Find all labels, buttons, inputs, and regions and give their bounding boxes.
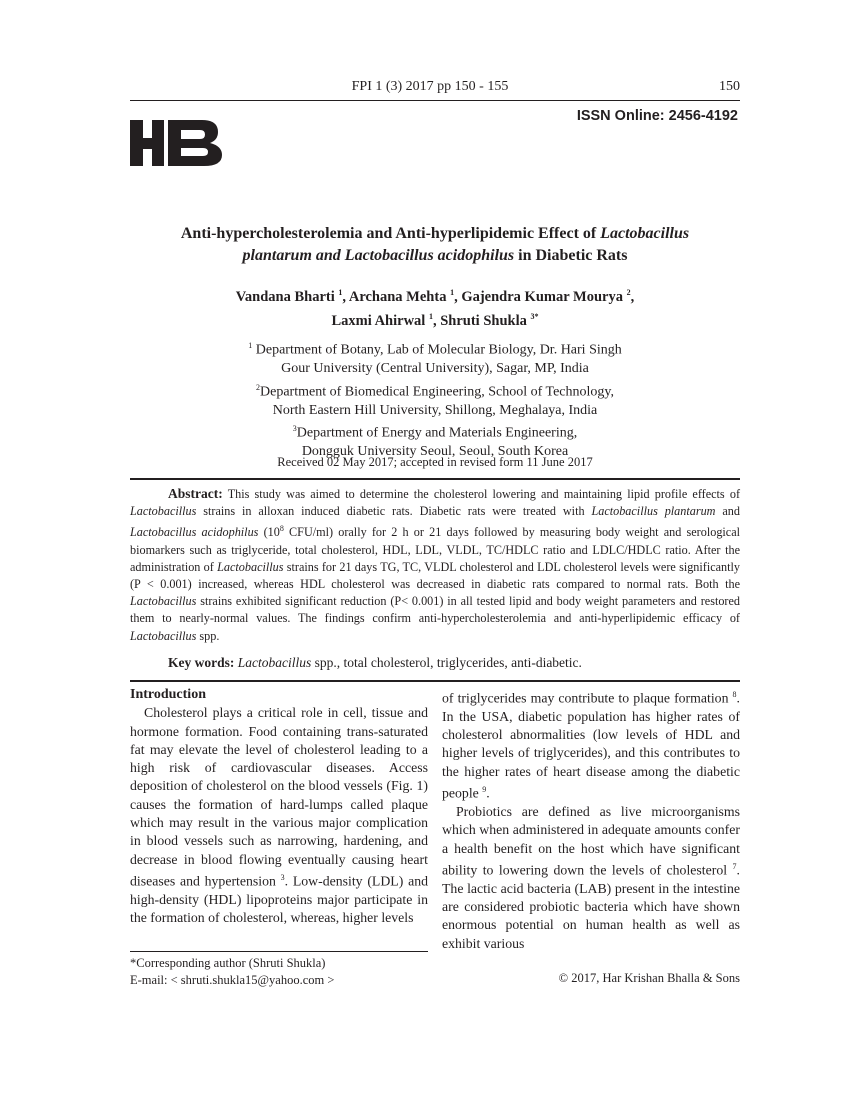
keywords-bottom-rule xyxy=(130,680,740,682)
header-divider xyxy=(130,100,740,101)
paragraph-continuation: of triglycerides may contribute to plaque formation xyxy=(442,690,733,706)
affiliation-line: $^2$Department of Biomedical Engineering, School of Technology, xyxy=(256,382,614,400)
abstract-label: Abstract: xyxy=(168,486,223,501)
footnote-divider xyxy=(130,951,428,952)
affiliation-line: $^1$ Department of Botany, Lab of Molecular Biology, Dr. Hari Singh xyxy=(248,341,622,358)
body-column-left xyxy=(130,686,428,927)
affiliations xyxy=(180,337,690,462)
author-name: Laxmi Ahirwal xyxy=(331,312,426,329)
section-heading: Introduction xyxy=(130,687,206,702)
body-paragraph: of triglycerides may contribute to plaque formation $^8$. In the USA, diabetic population has higher rates of cholesterol abnormalities (low levels of HDL and higher levels of triglycerides), and this contributes to the higher rates of heart disease among the diabetic people $^9$. xyxy=(442,690,740,801)
affiliation-line: Dongguk University Seoul, Seoul, South Korea xyxy=(301,444,569,460)
page-number: 150 xyxy=(719,79,740,94)
keywords-label: Key words: xyxy=(168,655,235,670)
received-dates: Received 02 May 2017; accepted in revised form 11 June 2017 xyxy=(277,455,593,469)
author-name: Archana Mehta xyxy=(348,288,447,305)
issn-label: ISSN Online: 2456-4192 xyxy=(576,108,738,124)
body-column-right xyxy=(442,686,740,953)
affiliation-line: $^3$Department of Energy and Materials Engineering, xyxy=(292,424,578,441)
body-paragraph: Cholesterol plays a critical role in cell, tissue and hormone formation. Food containing trans-saturated fat may elevate the level of cholesterol leading to a high risk of cardiovascular diseases. Access deposition of cholesterol on the blood vessels (Fig. 1) causes the formation of hard-lumps called plaque which may result in the various major complication in blood vessels such as narrowing, hardening, and decrease in blood flowing eventually causing heart diseases and hypertension $^3$. Low-density (LDL) and high-density (HDL) lipoproteins major participate in the formation of cholesterol, whereas, higher levels xyxy=(130,705,428,926)
abstract: Abstract: This study was aimed to determine the cholesterol lowering and maintaining lipid profile effects of Lactobacillus strains in alloxan induced diabetic rats. Diabetic rats were treated with Lactobacillus plantarum and Lactobacillus acidophilus ($10^8$ CFU/ml) orally for 2 h or 21 days followed by measuring body weight and serological biomarkers such as triglyceride, total cholesterol, HDL, LDL, VLDL, TC/HDLC ratio and LDLC/HDLC ratio. After the administration of Lactobacillus strains for 21 days TG, TC, VLDL cholesterol and LDL cholesterol levels were significantly (P < 0.001) increased, whereas HDL cholesterol was decreased in diabetic rats compared to normal rats. Both the Lactobacillus strains exhibited significant reduction (P< 0.001) in all tested lipid and body weight parameters and restored them to nearly-normal values. The findings confirm anti-hypercholesterolemia and anti-hyperlipidemic efficacy of Lactobacillus spp. xyxy=(130,486,741,643)
author-email: E-mail: < shruti.shukla15@yahoo.com > xyxy=(130,972,335,987)
author-name: Shruti Shukla xyxy=(440,312,527,329)
affiliation-line: North Eastern Hill University, Shillong, Meghalaya, India xyxy=(272,402,598,418)
abstract-top-rule xyxy=(130,478,740,480)
author-list: Vandana Bharti $^1$, Archana Mehta $^1$, Gajendra Kumar Mourya $^2$, Laxmi Ahirwal $^1$, Shruti Shukla $^{3*}$ xyxy=(235,288,635,329)
keywords: Key words: Lactobacillus spp., total cholesterol, triglycerides, anti-diabetic. xyxy=(168,655,582,670)
author-name: Vandana Bharti xyxy=(235,288,335,305)
publisher-logo xyxy=(130,118,222,168)
corresponding-author-footnote: *Corresponding author (Shruti Shukla) E-mail: < shruti.shukla15@yahoo.com > xyxy=(130,955,428,988)
journal-citation: FPI 1 (3) 2017 pp 150 - 155 xyxy=(351,79,509,94)
affiliation-line: Gour University (Central University), Sagar, MP, India xyxy=(281,361,589,377)
article-title: Anti-hypercholesterolemia and Anti-hyperlipidemic Effect of Lactobacillus plantarum and Lactobacillus acidophilus in Diabetic Rats xyxy=(180,225,690,264)
body-paragraph: Probiotics are defined as live microorganisms which when administered in adequate amounts confer a health benefit on the host which have significant ability to lowering down the levels of cholesterol $^7$. The lactic acid bacteria (LAB) present in the intestine are considered probiotic bacteria which have shown enormous potential on human health as well as exhibit various xyxy=(442,803,740,951)
author-name: Gajendra Kumar Mourya xyxy=(461,288,623,305)
copyright-notice: © 2017, Har Krishan Bhalla & Sons xyxy=(558,971,740,985)
